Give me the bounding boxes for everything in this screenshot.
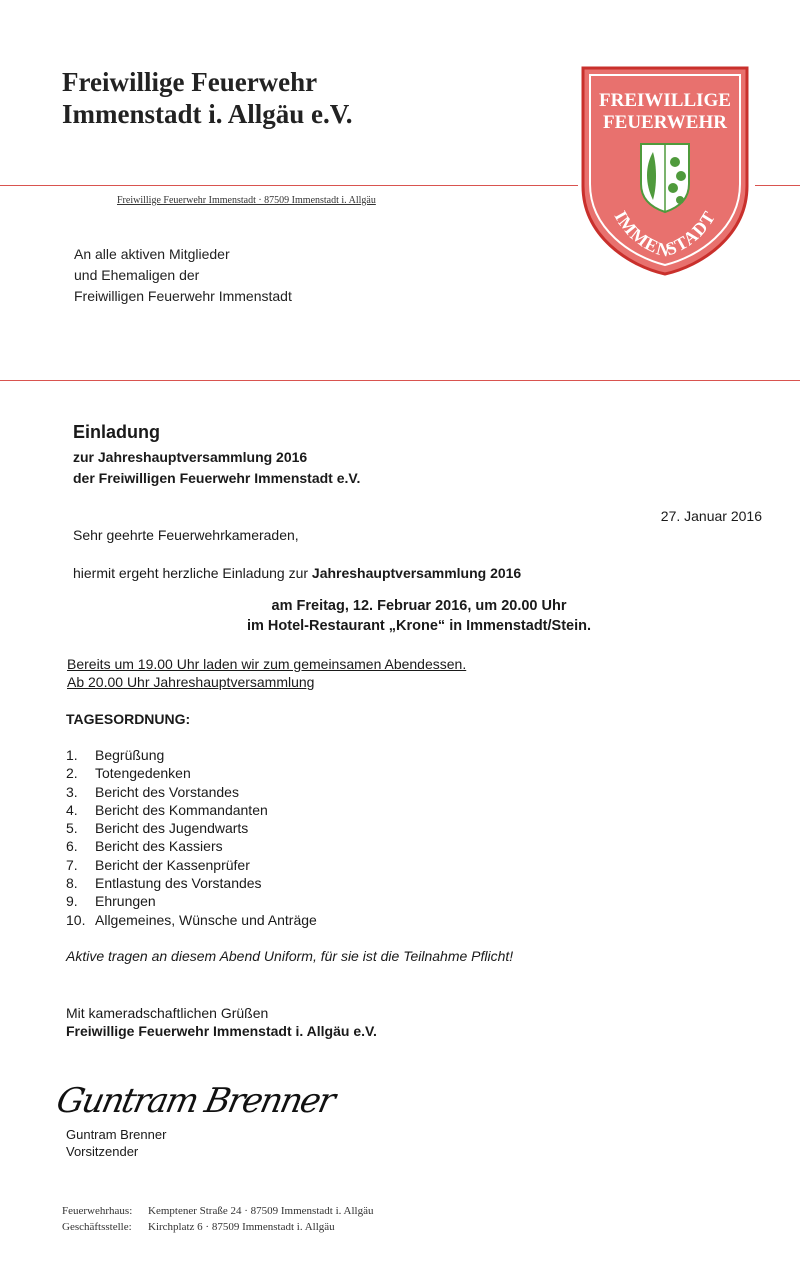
subject-line2: der Freiwilligen Feuerwehr Immenstadt e.V. — [73, 470, 361, 486]
agenda-list — [66, 746, 317, 929]
organization-title-line1: Freiwillige Feuerwehr — [62, 67, 318, 97]
agenda-item: 2. Totengedenken — [66, 765, 191, 782]
signer-role: Vorsitzender — [66, 1144, 139, 1159]
logo-text-top2: FEUERWEHR — [603, 112, 727, 133]
logo-text-top1: FREIWILLIGE — [599, 90, 731, 111]
signature — [53, 1060, 338, 1130]
event-line2: im Hotel-Restaurant „Krone“ in Immenstadt/Stein. — [246, 618, 592, 634]
subject-line1: zur Jahreshauptversammlung 2016 — [73, 449, 308, 465]
logo-text-bottom: IMMENSTADT — [610, 207, 720, 261]
footer-value: Kemptener Straße 24 · 87509 Immenstadt i. Allgäu — [148, 1205, 374, 1217]
header-rule-left — [0, 185, 578, 186]
address-rule — [0, 380, 800, 381]
signature-text: Guntram Brenner — [53, 1081, 338, 1121]
footer-label: Geschäftsstelle: — [62, 1221, 132, 1233]
agenda-item: 1. Begrüßung — [66, 747, 165, 763]
letter-heading: Einladung — [73, 422, 160, 442]
footer-value: Kirchplatz 6 · 87509 Immenstadt i. Allgäu — [148, 1221, 335, 1233]
agenda-item: 7. Bericht der Kassenprüfer — [66, 856, 250, 873]
uniform-note: Aktive tragen an diesem Abend Uniform, für sie ist die Teilnahme Pflicht! — [66, 948, 514, 964]
salutation: Sehr geehrte Feuerwehrkameraden, — [73, 527, 299, 543]
dinner-note: Bereits um 19.00 Uhr laden wir zum gemeinsamen Abendessen. — [67, 656, 467, 672]
letter-date: 27. Januar 2016 — [660, 508, 762, 524]
intro-bold: Jahreshauptversammlung 2016 — [311, 565, 522, 581]
meeting-note: Ab 20.00 Uhr Jahreshauptversammlung — [67, 674, 315, 690]
agenda-item: 4. Bericht des Kommandanten — [66, 801, 268, 818]
organization-title-line2: Immenstadt i. Allgäu e.V. — [62, 99, 353, 129]
agenda-item: 9. Ehrungen — [66, 893, 156, 910]
recipient-line: Freiwilligen Feuerwehr Immenstadt — [74, 288, 292, 304]
agenda-item: 8. Entlastung des Vorstandes — [66, 875, 262, 892]
event-line1: am Freitag, 12. Februar 2016, um 20.00 Uhr — [271, 598, 567, 614]
footer-address-1 — [62, 1205, 373, 1217]
agenda-item: 10. Allgemeines, Wünsche und Anträge — [66, 911, 317, 928]
recipient-line: und Ehemaligen der — [74, 267, 200, 283]
agenda-item: 6. Bericht des Kassiers — [66, 838, 223, 855]
organization-title — [62, 66, 353, 130]
agenda-title: TAGESORDNUNG: — [66, 711, 191, 727]
agenda-item: 5. Bericht des Jugendwarts — [66, 820, 249, 837]
footer-address-2 — [62, 1221, 335, 1233]
fire-brigade-logo — [581, 66, 749, 276]
header-rule-right — [755, 185, 800, 186]
closing: Mit kameradschaftlichen Grüßen — [66, 1005, 269, 1021]
recipient-line: An alle aktiven Mitglieder — [74, 246, 230, 262]
agenda-item: 3. Bericht des Vorstandes — [66, 783, 239, 800]
recipient-block — [74, 244, 292, 307]
signer-name: Guntram Brenner — [66, 1127, 167, 1142]
intro-text: hiermit ergeht herzliche Einladung zur — [73, 565, 309, 581]
closing-organization: Freiwillige Feuerwehr Immenstadt i. Allgäu e.V. — [66, 1023, 377, 1039]
sender-line: Freiwillige Feuerwehr Immenstadt · 87509 Immenstadt i. Allgäu — [117, 195, 376, 206]
footer-label: Feuerwehrhaus: — [62, 1205, 133, 1217]
intro-paragraph — [73, 565, 521, 581]
